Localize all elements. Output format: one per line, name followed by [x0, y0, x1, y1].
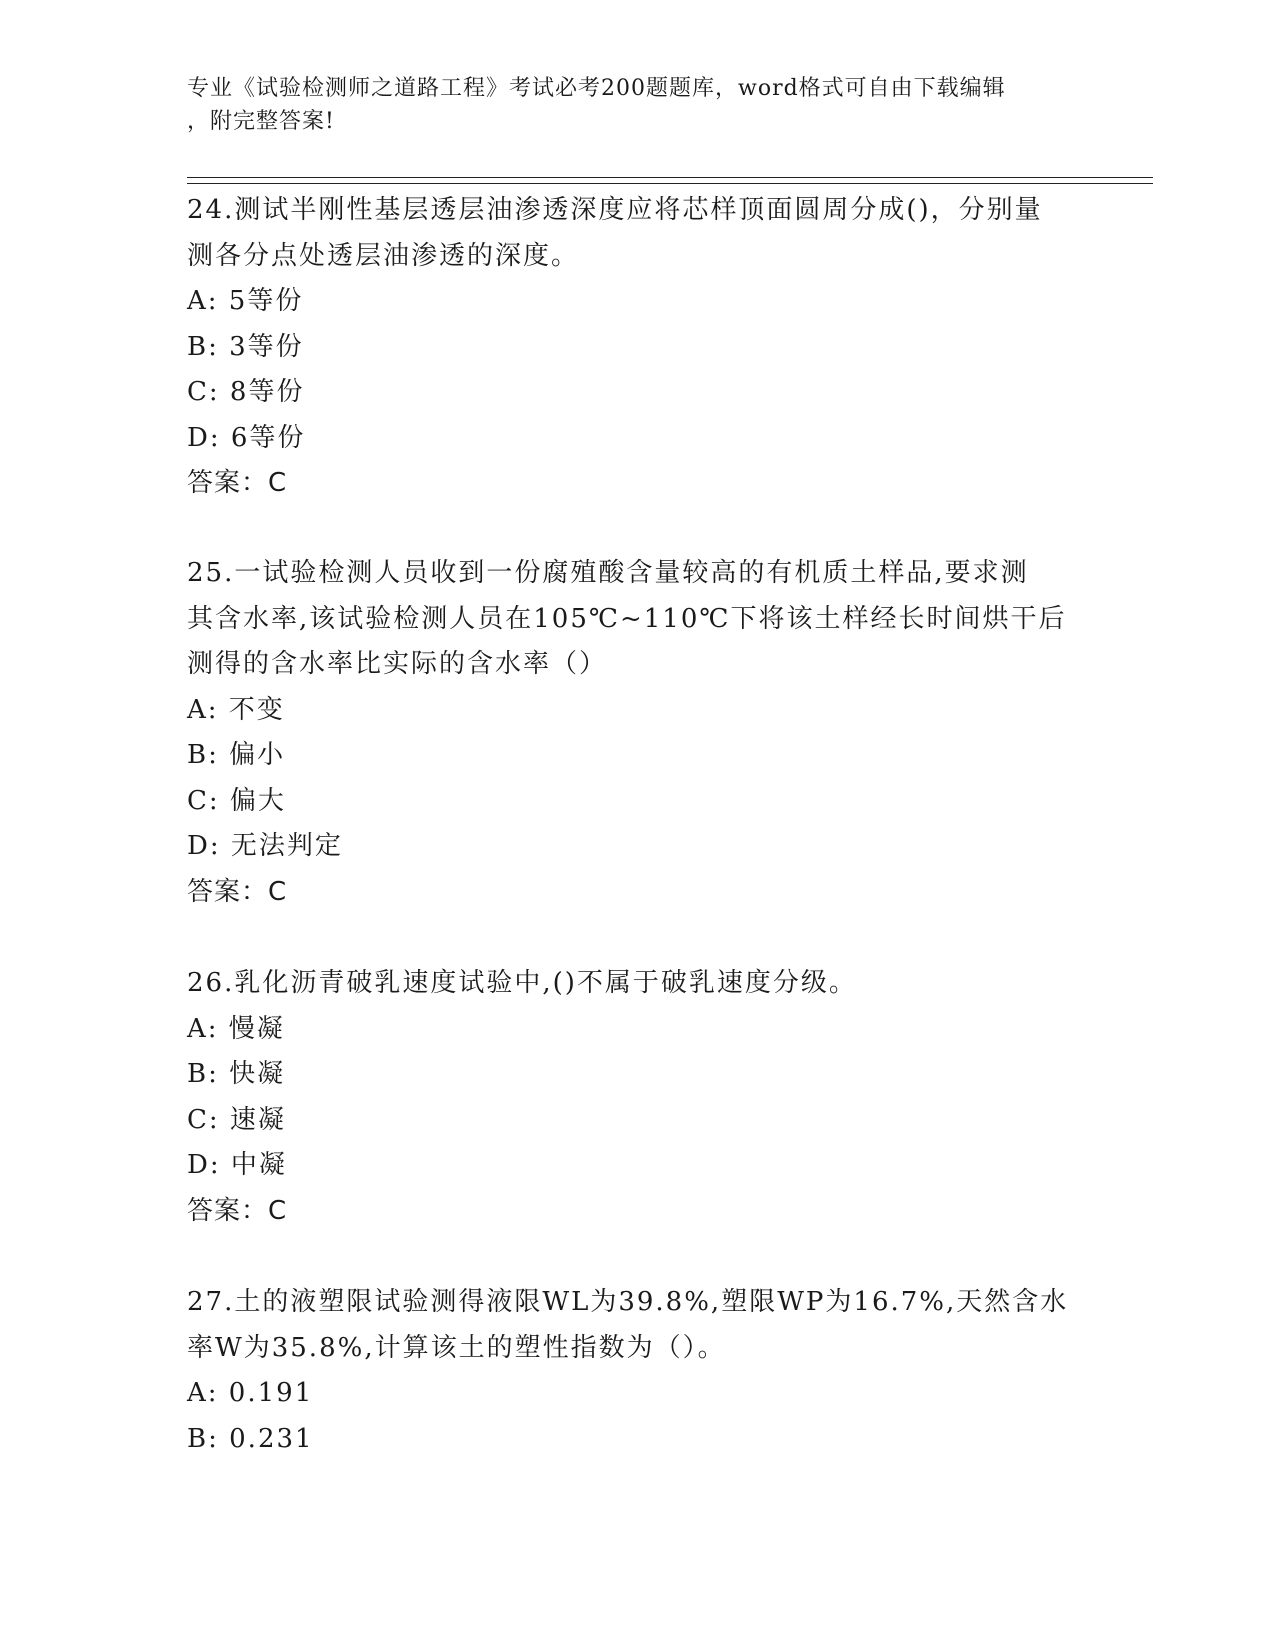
option-b: B: 快凝: [187, 1059, 286, 1089]
question-stem-line: 率W为35.8%,计算该土的塑性指数为（）。: [187, 1332, 726, 1363]
question-stem-line: 26.乳化沥青破乳速度试验中,()不属于破乳速度分级。: [187, 968, 857, 998]
question-stem-line: 其含水率,该试验检测人员在105℃~110℃下将该土样经长时间烘干后: [187, 603, 1067, 634]
question-26: [187, 961, 1087, 1234]
question-stem-line: 测各分点处透层油渗透的深度。: [187, 240, 580, 271]
question-stem-line: 测得的含水率比实际的含水率（）: [187, 649, 608, 679]
document-header: [187, 72, 1087, 138]
question-stem-line: 25.一试验检测人员收到一份腐殖酸含量较高的有机质土样品,要求测: [187, 558, 1029, 588]
option-b: B: 3等份: [187, 331, 304, 362]
header-divider-top: [187, 177, 1153, 178]
option-a: A: 慢凝: [187, 1013, 285, 1044]
option-a: A: 不变: [187, 694, 285, 725]
option-c: C: 偏大: [187, 785, 286, 816]
option-d: D: 无法判定: [187, 831, 343, 861]
answer: 答案：C: [187, 1195, 288, 1226]
option-c: C: 8等份: [187, 377, 305, 407]
question-27: [187, 1280, 1087, 1462]
option-d: D: 中凝: [187, 1150, 287, 1180]
header-divider-bottom: [187, 183, 1153, 184]
question-stem-line: 24.测试半刚性基层透层油渗透深度应将芯样顶面圆周分成()，分别量: [187, 195, 1043, 225]
option-a: A: 5等份: [187, 286, 304, 316]
header-line-2: ，附完整答案!: [187, 109, 335, 134]
answer: 答案：C: [187, 876, 288, 907]
header-line-1: 专业《试验检测师之道路工程》考试必考200题题库，word格式可自由下载编辑: [187, 76, 1006, 101]
question-25: [187, 551, 1087, 915]
answer: 答案：C: [187, 468, 288, 498]
option-b: B: 0.231: [187, 1423, 314, 1454]
question-stem-line: 27.土的液塑限试验测得液限WL为39.8%,塑限WP为16.7%,天然含水: [187, 1287, 1069, 1317]
option-b: B: 偏小: [187, 740, 286, 770]
option-c: C: 速凝: [187, 1104, 286, 1135]
option-d: D: 6等份: [187, 422, 306, 453]
option-a: A: 0.191: [187, 1378, 314, 1408]
question-24: [187, 188, 1087, 507]
